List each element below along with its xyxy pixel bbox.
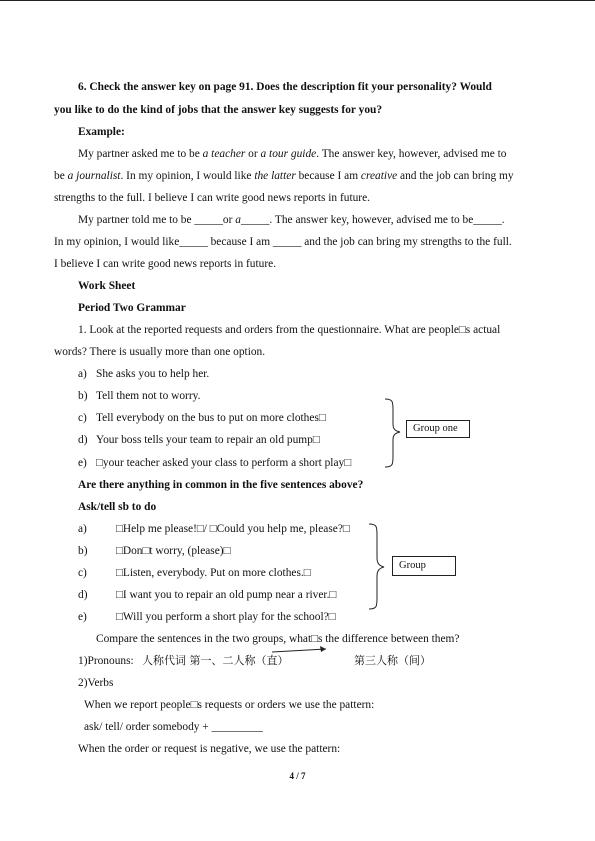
brace-group-one bbox=[385, 399, 400, 467]
example-p2-line-1: My partner told me to be _____or a_____. The answer key, however, advised me to be_____. bbox=[78, 214, 505, 226]
group1-item-d: d) Your boss tells your team to repair an old pump□ bbox=[78, 434, 320, 446]
pronouns-first-second: 人称代词 第一、二人称（直） bbox=[142, 654, 289, 667]
verbs-label: 2)Verbs bbox=[78, 677, 114, 689]
group2-item-c: c) □Listen, everybody. Put on more clothes.□ bbox=[78, 567, 311, 579]
worksheet-title: Work Sheet bbox=[78, 280, 136, 292]
example-p1-line-2: be a journalist. In my opinion, I would like the latter because I am creative and the job can bring my bbox=[54, 170, 514, 182]
group2-item-b: b) □Don□t worry, (please)□ bbox=[78, 545, 231, 557]
group2-item-d: d) □I want you to repair an old pump near a river.□ bbox=[78, 589, 337, 601]
question-6-line-1: 6. Check the answer key on page 91. Does the description fit your personality? Would bbox=[78, 81, 492, 93]
example-p2-line-3: I believe I can write good news reports in future. bbox=[54, 258, 277, 270]
verbs-negative: When the order or request is negative, we use the pattern: bbox=[78, 743, 341, 755]
example-p2-line-2: In my opinion, I would like_____ because I am _____ and the job can bring my strengths to the full. bbox=[54, 236, 512, 248]
verbs-pattern: ask/ tell/ order somebody + _________ bbox=[84, 721, 263, 733]
question-1-line-2: words? There is usually more than one option. bbox=[54, 346, 266, 358]
question-1-line-1: 1. Look at the reported requests and orders from the questionnaire. What are people□s actual bbox=[78, 324, 501, 336]
period-heading: Period Two Grammar bbox=[78, 302, 186, 314]
example-p1-line-1: My partner asked me to be a teacher or a tour guide. The answer key, however, advised me to bbox=[78, 148, 507, 160]
ask-tell-heading: Ask/tell sb to do bbox=[78, 501, 157, 513]
pronouns-label: 1)Pronouns: bbox=[78, 655, 134, 667]
group1-item-c: c) Tell everybody on the bus to put on more clothes□ bbox=[78, 412, 326, 424]
compare-question: Compare the sentences in the two groups, what□s the difference between them? bbox=[96, 633, 460, 645]
group1-item-b: b) Tell them not to worry. bbox=[78, 390, 201, 402]
group2-item-e: e) □Will you perform a short play for the school?□ bbox=[78, 611, 336, 623]
group1-item-e: e) □your teacher asked your class to perform a short play□ bbox=[78, 457, 352, 469]
verbs-pattern-intro: When we report people□s requests or orders we use the pattern: bbox=[84, 699, 375, 711]
example-label: Example: bbox=[78, 126, 125, 138]
page-number: 4 / 7 bbox=[289, 771, 306, 781]
arrow-icon bbox=[272, 646, 326, 652]
group-two-box: Group bbox=[392, 556, 456, 576]
brace-group-two bbox=[369, 524, 384, 609]
group1-item-a: a) She asks you to help her. bbox=[78, 368, 210, 380]
question-6-line-2: you like to do the kind of jobs that the answer key suggests for you? bbox=[54, 104, 383, 116]
group-one-box: Group one bbox=[406, 420, 470, 438]
group2-item-a: a) □Help me please!□/ □Could you help me, please?□ bbox=[78, 523, 350, 535]
pronouns-third: 第三人称（间） bbox=[354, 654, 431, 667]
example-p1-line-3: strengths to the full. I believe I can write good news reports in future. bbox=[54, 192, 371, 204]
common-question: Are there anything in common in the five sentences above? bbox=[78, 479, 364, 491]
